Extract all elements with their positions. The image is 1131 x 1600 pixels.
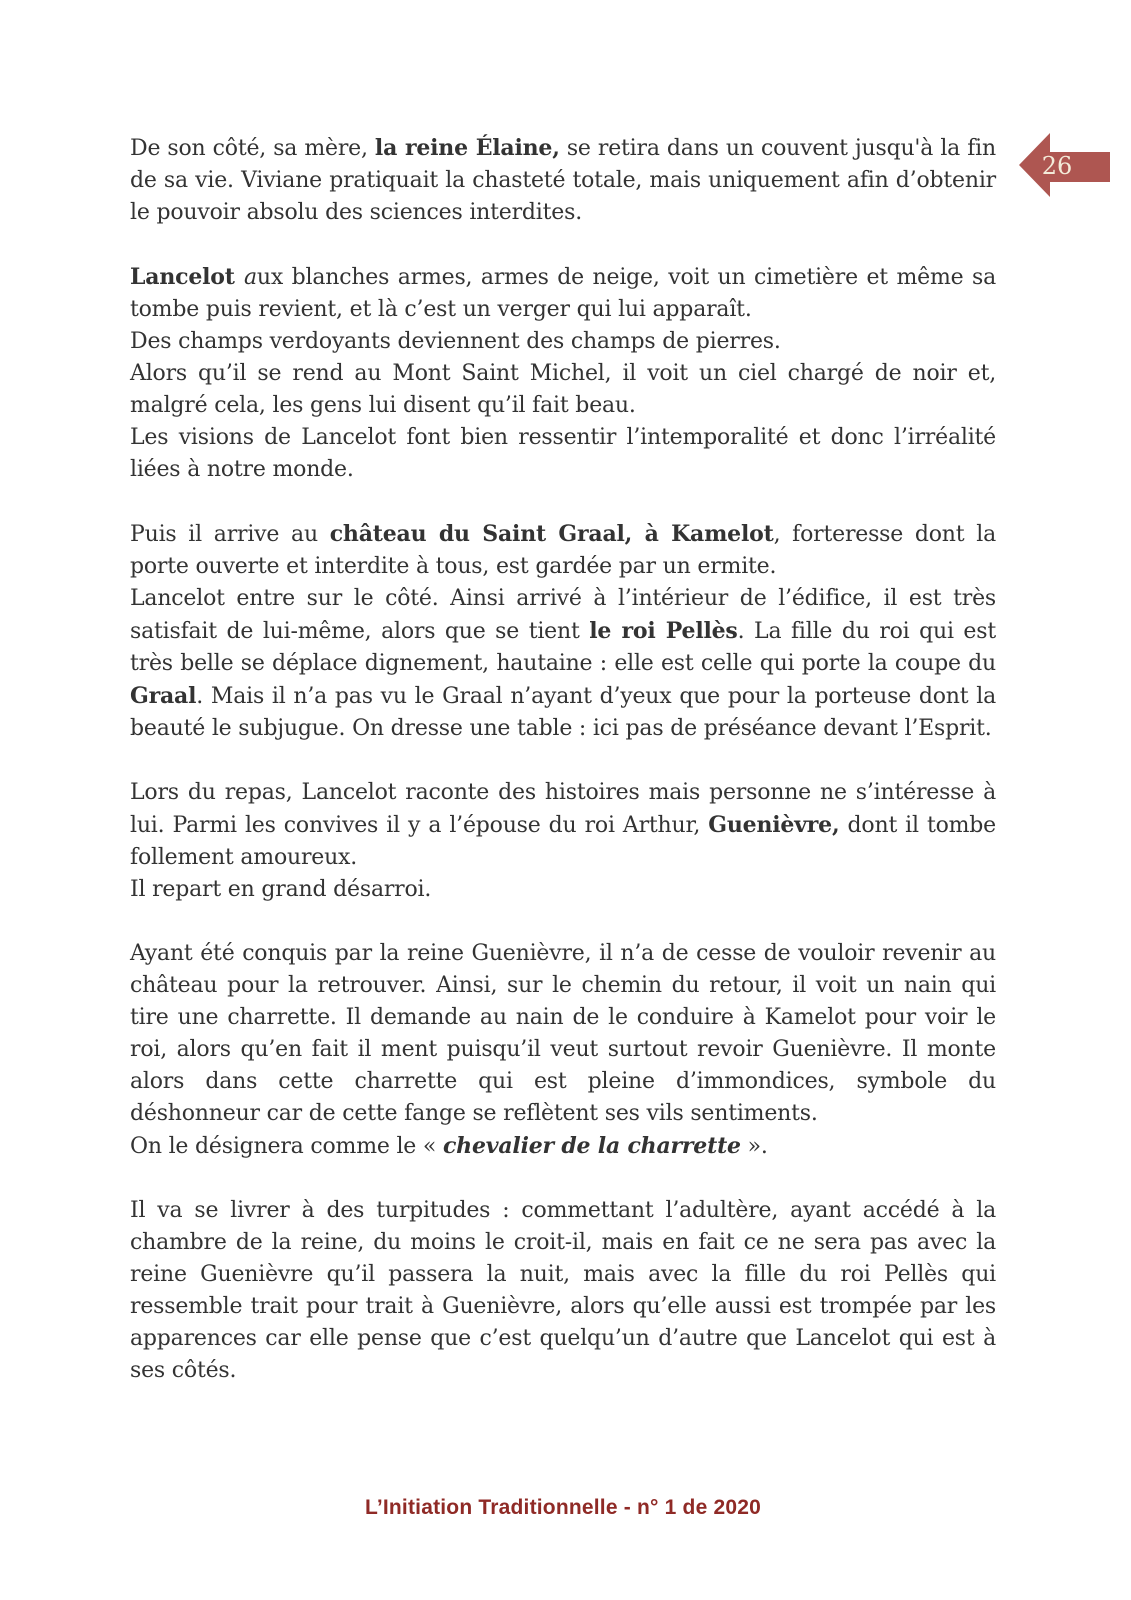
- text-run: Des champs verdoyants deviennent des champs de pierres.: [130, 329, 781, 354]
- paragraph: [130, 518, 996, 583]
- text-column: [130, 132, 996, 1419]
- paragraph: [130, 132, 996, 229]
- page-footer: [130, 1496, 996, 1520]
- paragraph: [130, 777, 996, 874]
- paragraph: [130, 261, 996, 326]
- paragraph: [130, 1195, 996, 1387]
- text-run: dont il tombe follement amoureux.: [130, 813, 996, 870]
- text-run: Lancelot: [130, 264, 244, 290]
- text-run: On le désignera comme le «: [130, 1134, 443, 1159]
- text-run: Ayant été conquis par la reine Guenièvre, il n’a de cesse de vouloir revenir au château pour la retrouver. Ainsi, sur le chemin du retour, il voit un nain qui tire une charrette. Il demande au nain de le conduire à Kamelot pour voir le roi, alors qu’en fait il ment puisqu’il veut surtout revoir Guenièvre. Il monte alors dans cette charrette qui est pleine d’immondices, symbole du déshonneur car de cette fange se reflètent ses vils sentiments.: [130, 941, 996, 1126]
- text-run: Alors qu’il se rend au Mont Saint Michel, il voit un ciel chargé de noir et, malgré cela, les gens lui disent qu’il fait beau.: [130, 361, 996, 418]
- text-block: [130, 132, 996, 229]
- text-block: [130, 518, 996, 745]
- text-run: Lors du repas, Lancelot raconte des histoires mais personne ne s’intéresse à lui. Parmi les convives il y a l’épouse du roi Arthur,: [130, 780, 996, 838]
- text-run: Il va se livrer à des turpitudes : commettant l’adultère, ayant accédé à la chambre de la reine, du moins le croit-il, mais en fait ce ne sera pas avec la reine Guenièvre qu’il passera la nuit, mais avec la fille du roi Pellès qui ressemble trait pour trait à Guenièvre, alors qu’elle aussi est trompée par les apparences car elle pense que c’est quelqu’un d’autre que Lancelot qui est à ses côtés.: [130, 1198, 996, 1383]
- text-run: De son côté, sa mère,: [130, 136, 375, 161]
- text-run: Lancelot entre sur le côté. Ainsi arrivé à l’intérieur de l’édifice, il est très satisfait de lui-même, alors que se tient: [130, 586, 996, 644]
- text-run: Graal: [130, 683, 197, 709]
- text-block: [130, 261, 996, 486]
- paragraph: [130, 1130, 996, 1163]
- text-run: . Mais il n’a pas vu le Graal n’ayant d’yeux que pour la porteuse dont la beauté le subjugue. On dresse une table : ici pas de préséance devant l’Esprit.: [130, 684, 996, 741]
- paragraph: [130, 938, 996, 1130]
- page-number-label: 26: [1041, 152, 1073, 180]
- paragraph: [130, 874, 996, 906]
- page-number-tab: [1019, 133, 1110, 197]
- text-run: Puis il arrive au: [130, 522, 330, 547]
- text-run: ».: [740, 1134, 768, 1159]
- text-run: la reine Élaine,: [374, 135, 560, 161]
- text-run: , forteresse dont la porte ouverte et interdite à tous, est gardée par un ermite.: [130, 522, 996, 579]
- paragraph: [130, 358, 996, 422]
- text-block: [130, 1195, 996, 1387]
- paragraph: [130, 326, 996, 358]
- footer-text: L’Initiation Traditionnelle - n° 1 de 2020: [364, 1496, 762, 1519]
- text-run: se retira dans un couvent jusqu'à la fin de sa vie. Viviane pratiquait la chasteté totale, mais uniquement afin d’obtenir le pouvoir absolu des sciences interdites.: [130, 136, 996, 225]
- text-run: ux blanches armes, armes de neige, voit un cimetière et même sa tombe puis revient, et là c’est un verger qui lui apparaît.: [130, 265, 996, 322]
- text-run: a: [243, 265, 257, 290]
- text-block: [130, 777, 996, 906]
- text-block: [130, 938, 996, 1163]
- text-run: chevalier de la charrette: [442, 1133, 741, 1159]
- text-run: Guenièvre,: [708, 812, 840, 838]
- text-run: Les visions de Lancelot font bien ressentir l’intemporalité et donc l’irréalité liées à notre monde.: [130, 425, 996, 482]
- text-run: . La fille du roi qui est très belle se déplace dignement, hautaine : elle est celle qui porte la coupe du: [130, 619, 996, 676]
- text-run: Il repart en grand désarroi.: [130, 877, 432, 902]
- paragraph: [130, 583, 996, 745]
- text-run: le roi Pellès: [589, 618, 738, 644]
- text-run: château du Saint Graal, à Kamelot: [329, 521, 774, 547]
- paragraph: [130, 422, 996, 486]
